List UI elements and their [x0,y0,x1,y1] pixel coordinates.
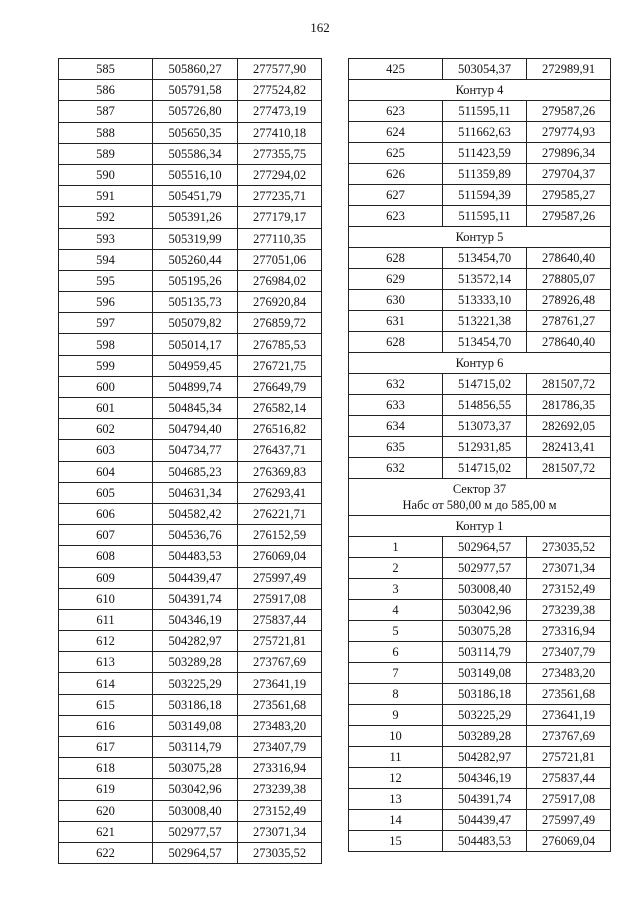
x-coordinate-cell: 505860,27 [153,59,238,80]
x-coordinate-cell: 504483,53 [153,546,238,567]
x-coordinate-cell: 503289,28 [443,726,527,747]
point-number-cell: 4 [349,600,443,621]
x-coordinate-cell: 504734,77 [153,440,238,461]
point-number-cell: 605 [59,482,153,503]
right-coordinates-table [348,58,611,852]
point-number-cell: 613 [59,652,153,673]
point-number-cell: 618 [59,758,153,779]
point-number-cell: 15 [349,831,443,852]
point-number-cell: 627 [349,185,443,206]
y-coordinate-cell: 276069,04 [238,546,322,567]
point-number-cell: 1 [349,537,443,558]
point-number-cell: 598 [59,334,153,355]
y-coordinate-cell: 273561,68 [527,684,611,705]
table-row [349,101,611,122]
table-row [59,292,322,313]
point-number-cell: 629 [349,269,443,290]
x-coordinate-cell: 514715,02 [443,374,527,395]
point-number-cell: 628 [349,248,443,269]
y-coordinate-cell: 277473,19 [238,101,322,122]
point-number-cell: 592 [59,207,153,228]
point-number-cell: 608 [59,546,153,567]
y-coordinate-cell: 273407,79 [527,642,611,663]
y-coordinate-cell: 278805,07 [527,269,611,290]
x-coordinate-cell: 503054,37 [443,59,527,80]
y-coordinate-cell: 273071,34 [527,558,611,579]
point-number-cell: 619 [59,779,153,800]
point-number-cell: 589 [59,143,153,164]
table-row [59,334,322,355]
point-number-cell: 603 [59,440,153,461]
point-number-cell: 595 [59,270,153,291]
x-coordinate-cell: 505586,34 [153,143,238,164]
x-coordinate-cell: 503149,08 [443,663,527,684]
x-coordinate-cell: 504631,34 [153,482,238,503]
y-coordinate-cell: 275837,44 [238,609,322,630]
x-coordinate-cell: 504959,45 [153,355,238,376]
y-coordinate-cell: 273483,20 [238,715,322,736]
y-coordinate-cell: 275837,44 [527,768,611,789]
point-number-cell: 588 [59,122,153,143]
x-coordinate-cell: 505079,82 [153,313,238,334]
point-number-cell: 633 [349,395,443,416]
table-row [349,290,611,311]
y-coordinate-cell: 273767,69 [527,726,611,747]
x-coordinate-cell: 504282,97 [153,631,238,652]
table-row [59,186,322,207]
y-coordinate-cell: 276649,79 [238,376,322,397]
point-number-cell: 628 [349,332,443,353]
y-coordinate-cell: 275917,08 [238,588,322,609]
x-coordinate-cell: 503225,29 [443,705,527,726]
table-row [59,164,322,185]
sector-title: Сектор 37 [452,482,507,496]
table-row [349,558,611,579]
table-row [59,355,322,376]
y-coordinate-cell: 281786,35 [527,395,611,416]
contour-header-row [349,80,611,101]
y-coordinate-cell: 273152,49 [527,579,611,600]
y-coordinate-cell: 275721,81 [527,747,611,768]
point-number-cell: 587 [59,101,153,122]
point-number-cell: 425 [349,59,443,80]
y-coordinate-cell: 276582,14 [238,398,322,419]
x-coordinate-cell: 503289,28 [153,652,238,673]
x-coordinate-cell: 505319,99 [153,228,238,249]
x-coordinate-cell: 513073,37 [443,416,527,437]
table-row [349,726,611,747]
point-number-cell: 609 [59,567,153,588]
table-row [349,122,611,143]
y-coordinate-cell: 277355,75 [238,143,322,164]
y-coordinate-cell: 275917,08 [527,789,611,810]
table-row [59,419,322,440]
table-row [59,503,322,524]
y-coordinate-cell: 273239,38 [238,779,322,800]
y-coordinate-cell: 273641,19 [238,673,322,694]
y-coordinate-cell: 279587,26 [527,206,611,227]
x-coordinate-cell: 513454,70 [443,248,527,269]
y-coordinate-cell: 276516,82 [238,419,322,440]
point-number-cell: 610 [59,588,153,609]
x-coordinate-cell: 504536,76 [153,525,238,546]
x-coordinate-cell: 503075,28 [153,758,238,779]
point-number-cell: 632 [349,374,443,395]
table-row [349,458,611,479]
point-number-cell: 635 [349,437,443,458]
table-row [349,185,611,206]
x-coordinate-cell: 504439,47 [153,567,238,588]
y-coordinate-cell: 273152,49 [238,800,322,821]
x-coordinate-cell: 511594,39 [443,185,527,206]
contour-header: Контур 6 [349,353,611,374]
x-coordinate-cell: 502964,57 [153,842,238,863]
table-row [59,715,322,736]
left-coordinates-table [58,58,322,864]
x-coordinate-cell: 502977,57 [443,558,527,579]
y-coordinate-cell: 282692,05 [527,416,611,437]
point-number-cell: 593 [59,228,153,249]
x-coordinate-cell: 505726,80 [153,101,238,122]
point-number-cell: 12 [349,768,443,789]
point-number-cell: 7 [349,663,443,684]
y-coordinate-cell: 276984,02 [238,270,322,291]
table-row [349,248,611,269]
y-coordinate-cell: 273035,52 [527,537,611,558]
point-number-cell: 612 [59,631,153,652]
point-number-cell: 615 [59,694,153,715]
x-coordinate-cell: 511595,11 [443,206,527,227]
x-coordinate-cell: 505650,35 [153,122,238,143]
sector-height-range: Набс от 580,00 м до 585,00 м [402,498,557,512]
y-coordinate-cell: 277294,02 [238,164,322,185]
y-coordinate-cell: 277577,90 [238,59,322,80]
table-row [59,758,322,779]
contour-header: Контур 5 [349,227,611,248]
x-coordinate-cell: 505516,10 [153,164,238,185]
table-row [59,779,322,800]
y-coordinate-cell: 282413,41 [527,437,611,458]
y-coordinate-cell: 277235,71 [238,186,322,207]
point-number-cell: 590 [59,164,153,185]
contour-header-row [349,353,611,374]
point-number-cell: 622 [59,842,153,863]
point-number-cell: 614 [59,673,153,694]
point-number-cell: 606 [59,503,153,524]
table-row [59,143,322,164]
y-coordinate-cell: 273483,20 [527,663,611,684]
table-row [349,164,611,185]
point-number-cell: 631 [349,311,443,332]
table-row [59,609,322,630]
point-number-cell: 2 [349,558,443,579]
x-coordinate-cell: 512931,85 [443,437,527,458]
table-row [349,269,611,290]
table-row [59,207,322,228]
page-number: 162 [310,20,330,35]
x-coordinate-cell: 511423,59 [443,143,527,164]
table-row [349,395,611,416]
table-row [349,579,611,600]
y-coordinate-cell: 273239,38 [527,600,611,621]
y-coordinate-cell: 279704,37 [527,164,611,185]
point-number-cell: 9 [349,705,443,726]
point-number-cell: 630 [349,290,443,311]
x-coordinate-cell: 503008,40 [153,800,238,821]
y-coordinate-cell: 279587,26 [527,101,611,122]
contour-header: Контур 4 [349,80,611,101]
point-number-cell: 6 [349,642,443,663]
y-coordinate-cell: 273407,79 [238,737,322,758]
point-number-cell: 611 [59,609,153,630]
y-coordinate-cell: 276859,72 [238,313,322,334]
table-row [349,332,611,353]
table-row [59,588,322,609]
x-coordinate-cell: 503008,40 [443,579,527,600]
y-coordinate-cell: 277179,17 [238,207,322,228]
y-coordinate-cell: 276785,53 [238,334,322,355]
y-coordinate-cell: 276369,83 [238,461,322,482]
x-coordinate-cell: 504483,53 [443,831,527,852]
y-coordinate-cell: 279774,93 [527,122,611,143]
x-coordinate-cell: 505791,58 [153,80,238,101]
point-number-cell: 621 [59,821,153,842]
point-number-cell: 626 [349,164,443,185]
x-coordinate-cell: 503186,18 [153,694,238,715]
table-row [59,122,322,143]
point-number-cell: 599 [59,355,153,376]
point-number-cell: 11 [349,747,443,768]
y-coordinate-cell: 273316,94 [527,621,611,642]
point-number-cell: 625 [349,143,443,164]
x-coordinate-cell: 503114,79 [443,642,527,663]
table-row [59,694,322,715]
x-coordinate-cell: 503225,29 [153,673,238,694]
x-coordinate-cell: 513454,70 [443,332,527,353]
y-coordinate-cell: 277410,18 [238,122,322,143]
table-row [59,313,322,334]
table-row [59,228,322,249]
y-coordinate-cell: 277524,82 [238,80,322,101]
point-number-cell: 14 [349,810,443,831]
y-coordinate-cell: 273035,52 [238,842,322,863]
point-number-cell: 586 [59,80,153,101]
x-coordinate-cell: 504582,42 [153,503,238,524]
sector-header [349,479,611,516]
point-number-cell: 10 [349,726,443,747]
x-coordinate-cell: 503114,79 [153,737,238,758]
table-row [59,631,322,652]
y-coordinate-cell: 281507,72 [527,458,611,479]
x-coordinate-cell: 505135,73 [153,292,238,313]
y-coordinate-cell: 275997,49 [527,810,611,831]
point-number-cell: 623 [349,206,443,227]
point-number-cell: 597 [59,313,153,334]
y-coordinate-cell: 273071,34 [238,821,322,842]
y-coordinate-cell: 276721,75 [238,355,322,376]
y-coordinate-cell: 273767,69 [238,652,322,673]
x-coordinate-cell: 511662,63 [443,122,527,143]
table-row [59,249,322,270]
x-coordinate-cell: 513333,10 [443,290,527,311]
table-row [349,59,611,80]
x-coordinate-cell: 503042,96 [443,600,527,621]
x-coordinate-cell: 502964,57 [443,537,527,558]
x-coordinate-cell: 504899,74 [153,376,238,397]
table-row [349,206,611,227]
y-coordinate-cell: 276920,84 [238,292,322,313]
point-number-cell: 3 [349,579,443,600]
table-row [59,398,322,419]
y-coordinate-cell: 273561,68 [238,694,322,715]
y-coordinate-cell: 279896,34 [527,143,611,164]
y-coordinate-cell: 278640,40 [527,248,611,269]
x-coordinate-cell: 503186,18 [443,684,527,705]
point-number-cell: 632 [349,458,443,479]
table-row [59,440,322,461]
table-row [349,831,611,852]
table-row [349,789,611,810]
sector-header-row [349,479,611,516]
table-row [59,673,322,694]
table-row [59,652,322,673]
table-row [59,59,322,80]
table-row [349,311,611,332]
x-coordinate-cell: 503042,96 [153,779,238,800]
x-coordinate-cell: 504845,34 [153,398,238,419]
x-coordinate-cell: 514856,55 [443,395,527,416]
y-coordinate-cell: 276069,04 [527,831,611,852]
table-row [349,684,611,705]
y-coordinate-cell: 281507,72 [527,374,611,395]
table-row [349,810,611,831]
point-number-cell: 634 [349,416,443,437]
table-row [59,567,322,588]
x-coordinate-cell: 505195,26 [153,270,238,291]
y-coordinate-cell: 276221,71 [238,503,322,524]
y-coordinate-cell: 276152,59 [238,525,322,546]
table-row [349,437,611,458]
x-coordinate-cell: 503149,08 [153,715,238,736]
point-number-cell: 596 [59,292,153,313]
point-number-cell: 585 [59,59,153,80]
point-number-cell: 616 [59,715,153,736]
x-coordinate-cell: 511595,11 [443,101,527,122]
y-coordinate-cell: 278926,48 [527,290,611,311]
table-row [349,416,611,437]
point-number-cell: 620 [59,800,153,821]
table-row [349,143,611,164]
x-coordinate-cell: 502977,57 [153,821,238,842]
point-number-cell: 13 [349,789,443,810]
contour-header: Контур 1 [349,516,611,537]
table-row [59,800,322,821]
table-row [59,376,322,397]
x-coordinate-cell: 504391,74 [153,588,238,609]
point-number-cell: 5 [349,621,443,642]
table-row [349,705,611,726]
contour-header-row [349,516,611,537]
x-coordinate-cell: 514715,02 [443,458,527,479]
table-row [349,768,611,789]
y-coordinate-cell: 277051,06 [238,249,322,270]
table-row [59,270,322,291]
table-row [59,80,322,101]
table-row [349,537,611,558]
x-coordinate-cell: 504346,19 [443,768,527,789]
x-coordinate-cell: 504685,23 [153,461,238,482]
y-coordinate-cell: 275997,49 [238,567,322,588]
y-coordinate-cell: 276437,71 [238,440,322,461]
y-coordinate-cell: 276293,41 [238,482,322,503]
y-coordinate-cell: 279585,27 [527,185,611,206]
x-coordinate-cell: 504391,74 [443,789,527,810]
point-number-cell: 617 [59,737,153,758]
y-coordinate-cell: 273316,94 [238,758,322,779]
table-row [59,546,322,567]
y-coordinate-cell: 278640,40 [527,332,611,353]
x-coordinate-cell: 503075,28 [443,621,527,642]
point-number-cell: 600 [59,376,153,397]
table-row [349,621,611,642]
x-coordinate-cell: 505260,44 [153,249,238,270]
point-number-cell: 602 [59,419,153,440]
table-row [349,642,611,663]
point-number-cell: 623 [349,101,443,122]
table-row [349,747,611,768]
x-coordinate-cell: 505451,79 [153,186,238,207]
table-row [349,374,611,395]
contour-header-row [349,227,611,248]
table-row [349,600,611,621]
x-coordinate-cell: 505391,26 [153,207,238,228]
x-coordinate-cell: 505014,17 [153,334,238,355]
y-coordinate-cell: 277110,35 [238,228,322,249]
table-row [59,101,322,122]
x-coordinate-cell: 513221,38 [443,311,527,332]
x-coordinate-cell: 513572,14 [443,269,527,290]
y-coordinate-cell: 273641,19 [527,705,611,726]
y-coordinate-cell: 272989,91 [527,59,611,80]
point-number-cell: 591 [59,186,153,207]
y-coordinate-cell: 275721,81 [238,631,322,652]
point-number-cell: 607 [59,525,153,546]
point-number-cell: 624 [349,122,443,143]
point-number-cell: 604 [59,461,153,482]
x-coordinate-cell: 504439,47 [443,810,527,831]
point-number-cell: 8 [349,684,443,705]
table-row [349,663,611,684]
table-row [59,842,322,863]
table-row [59,821,322,842]
x-coordinate-cell: 504282,97 [443,747,527,768]
x-coordinate-cell: 504346,19 [153,609,238,630]
y-coordinate-cell: 278761,27 [527,311,611,332]
x-coordinate-cell: 504794,40 [153,419,238,440]
point-number-cell: 594 [59,249,153,270]
table-row [59,737,322,758]
table-row [59,525,322,546]
point-number-cell: 601 [59,398,153,419]
x-coordinate-cell: 511359,89 [443,164,527,185]
table-row [59,461,322,482]
table-row [59,482,322,503]
